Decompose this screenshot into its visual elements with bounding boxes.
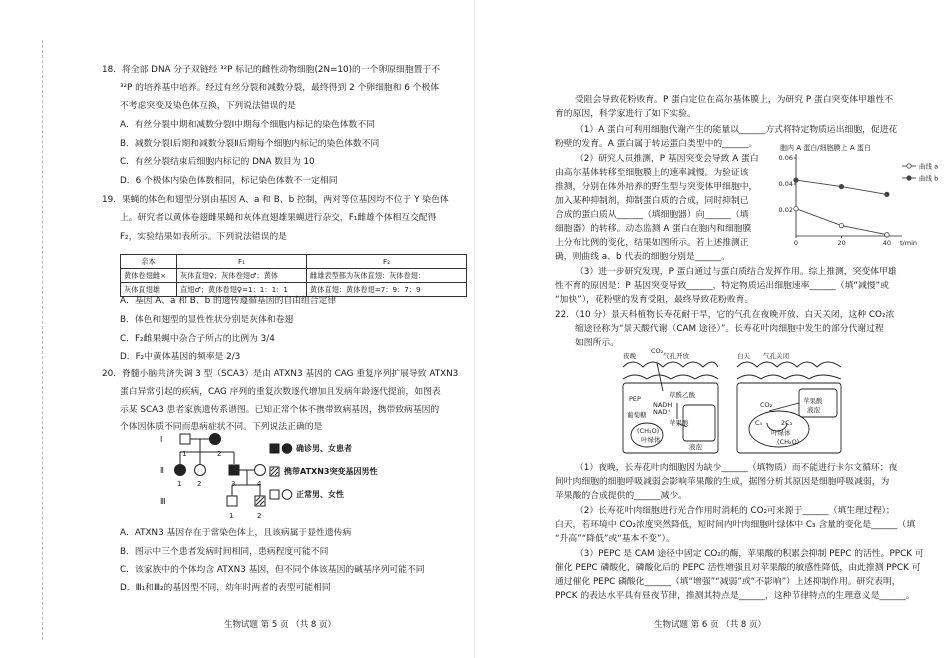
q20-option-c: C．该家族中的个体均含 ATXN3 基因，但不同个体该基因的碱基序列可能不同 (120, 565, 425, 575)
x-tick-label: 20 (837, 239, 846, 247)
ped-num: 4 (257, 480, 262, 488)
x-tick-label: 40 (882, 239, 892, 247)
q22-stem-1: 22．（10 分）景天科植物长寿花耐干旱，它的气孔在夜晚开放、白天关闭，这种 CO₂浓 (555, 310, 895, 320)
legend-affected-male (270, 444, 279, 453)
chart-title: 胞内 A 蛋白/细胞膜上 A 蛋白 (780, 144, 871, 152)
night-arrow-co2 (657, 363, 663, 391)
q19-option-c: C．F₂雌果蝇中杂合子所占的比例为 3/4 (120, 334, 275, 344)
cam-c5: C₅ (755, 419, 763, 427)
q22-p3-3: 通过催化 PEPC 磷酸化______（填“增强”“减弱”或“不影响”）上述抑制作用。研究表明， (555, 577, 901, 587)
gen-label-3: Ⅲ (160, 497, 166, 506)
data-point (885, 233, 889, 237)
pedigree-ii2-female (195, 465, 206, 476)
cam-ch2o-day: (CH₂O) (777, 438, 800, 446)
q18-option-a: A．有丝分裂中期和减数分裂Ⅰ中期每个细胞内标记的染色体数不同 (120, 120, 375, 130)
legend-affected: 确诊男、女患者 (296, 444, 352, 453)
table-cell: 黄体卷翅雌× (121, 269, 177, 283)
data-point (839, 184, 843, 188)
data-point (794, 207, 798, 211)
ped-num: 1 (229, 512, 234, 520)
pedigree-ii4-female (255, 465, 266, 476)
q21-p2-5: 合成的蛋白质从______（填细胞器）向______（填 (555, 210, 749, 220)
legend-affected-female (282, 444, 292, 454)
x-tick-label: 0 (793, 239, 799, 247)
ped-num: 2 (217, 450, 222, 458)
gen-label-1: Ⅰ (160, 435, 163, 444)
q19-option-a: A．基因 A、a 和 B、b 的遗传遵循基因的自由组合定律 (120, 296, 337, 306)
cam-c3: 2C₃ (781, 419, 793, 427)
cam-malate-night: 苹果酸 (669, 419, 689, 427)
cam-stoma-open: 气孔开放 (663, 352, 689, 360)
legend-entry: 曲线 b (919, 174, 939, 183)
q20-stem-1: 20．脊髓小脑共济失调 3 型（SCA3）是由 ATXN3 基因的 CAG 重复序列扩展导致 ATXN3 (102, 369, 459, 379)
q22-p1-1: （1）夜晚，长寿花叶肉细胞因为缺少______（填物质）而不能进行卡尔文循环；夜 (575, 463, 898, 473)
cam-ch2o-night: (CH₂O) (637, 427, 660, 435)
cam-co2-day: CO₂ (760, 401, 773, 409)
ped-num: 3 (231, 480, 236, 488)
legend-normal: 正常男、女性 (296, 490, 344, 499)
chart-svg (778, 138, 948, 250)
q22-p1-2: 间叶肉细胞的细胞呼吸减弱会影响苹果酸的生成，据图分析其原因是细胞呼吸减弱，为 (555, 477, 890, 487)
ped-num: 2 (197, 480, 202, 488)
q21-cont-2: 育的原因，科学家进行了如下实验。 (555, 109, 696, 119)
legend-normal-male (270, 490, 279, 499)
q21-p1-1: （1）A 蛋白可利用细胞代谢产生的能量以______方式将特定物质运出细胞，促进花 (575, 125, 898, 135)
q19-option-b: B．体色和翅型的显性性状分别是灰体和卷翅 (120, 315, 294, 325)
legend-carrier: 携带ATXN3突变基因男性 (284, 467, 378, 476)
table-cell: 雌雄表型都为灰体直翅：灰体卷翅： (307, 269, 467, 283)
pedigree-i1-male (180, 434, 190, 444)
cam-vacuole-day: 液泡 (807, 406, 820, 414)
q21-p2-7: 上分布比例的变化，结果如图所示。若上述推测正 (555, 238, 749, 248)
q20-stem-3: 示某 SCA3 患者家族遗传系谱图。已知正常个体不携带致病基因，携带致病基因的 (120, 405, 440, 415)
data-point (839, 223, 843, 227)
cam-nadh: NADH (653, 401, 673, 409)
q18-option-c: C．有丝分裂结束后细胞内标记的 DNA 数目为 10 (120, 157, 315, 167)
q20-stem-2: 蛋白异常引起的疾病，CAG 序列的重复次数逐代增加且发病年龄逐代提前，如图表 (120, 387, 441, 397)
q22-p3-4: PPCK 的表达水平具有昼夜节律，推测其特点是______，这种节律特点的生理意义是______。 (555, 591, 915, 601)
ped-num: 2 (257, 512, 262, 520)
q22-p2-1: （2）长寿花叶肉细胞进行光合作用时消耗的 CO₂可来源于______（填生理过程）； (575, 506, 895, 516)
q22-p1-3: 苹果酸的合成提供的______减少。 (555, 491, 687, 501)
cam-glucose: 葡萄糖 (627, 411, 647, 419)
q21-p2-2: 由高尔基体转移至细胞膜上的速率减慢。为验证该 (555, 168, 749, 178)
day-mesophyll (737, 375, 841, 379)
q21-p2-1: （2）研究人员推测，P 基因突变会导致 A 蛋白 (575, 154, 759, 164)
table-cell: 直翅♂；黄体卷翅♀=1：1：1：1 (177, 283, 307, 297)
ped-num: 1 (182, 450, 187, 458)
table-row (121, 269, 467, 283)
data-point (794, 178, 798, 182)
cam-oaa: 草酰乙酸 (669, 391, 695, 399)
page-6 (475, 0, 950, 658)
q21-p2-6: 细胞器）的转移。动态监测 A 蛋白在胞内和细胞膜 (555, 224, 752, 234)
q21-cont-1: 受阻会导致花粉败育。P 蛋白定位在高尔基体膜上，为研究 P 蛋白突变体甲雄性不 (575, 95, 894, 105)
q22-stem-2: 缩途径称为“景天酸代谢（CAM 途径）”。长寿花叶肉细胞中发生的部分代谢过程 (575, 324, 884, 334)
table-header: 亲本 (121, 255, 177, 269)
day-epidermis (737, 362, 841, 367)
q21-p3-2: 性不育的原因是：P 基因突变导致______，特定物质运出细胞速率______（填“减慢”或 (555, 281, 889, 291)
cam-vacuole-night: 液泡 (689, 443, 702, 451)
q21-p2-4: 加入某种抑制剂，抑制蛋白质的合成，同时抑制已 (555, 196, 749, 206)
q22-p2-2: 白天，若环境中 CO₂浓度突然降低，短时间内叶肉细胞叶绿体中 C₃ 含量的变化是______（填 (555, 520, 916, 530)
table-header: F₁ (177, 255, 307, 269)
pedigree-iii1-male (227, 496, 237, 506)
q22-p3-1: （3）PEPC 是 CAM 途径中固定 CO₂的酶，苹果酸的积累会抑制 PEPC 的活性。PPCK 可 (575, 549, 924, 559)
q21-p3-3: “加快”），花粉壁的发育受阻，最终导致花粉败育。 (555, 295, 754, 305)
cam-chloroplast-day: 叶绿体 (771, 429, 791, 437)
footer-page-5: 生物试题 第 5 页 （共 8 页） (223, 620, 337, 630)
q21-p2-8: 确，则曲线 a、b 代表的细胞分别是______。 (555, 252, 730, 262)
q18-option-b: B．减数分裂Ⅰ后期和减数分裂Ⅱ后期每个细胞内标记的染色体数不同 (120, 139, 380, 149)
data-point (885, 192, 889, 196)
cam-chloroplast-night: 叶绿体 (641, 436, 661, 444)
q18-stem-3: 不考虑突变及染色体互换，下列说法错误的是 (120, 101, 296, 111)
table-cell: 灰体直翅♀；灰体卷翅♂；黄体 (177, 269, 307, 283)
table-cell: 灰体直翅雄 (121, 283, 177, 297)
table-header: F₂ (307, 255, 467, 269)
q22-stem-3: 如图所示。 (575, 338, 619, 348)
ped-num: 1 (177, 480, 182, 488)
q19-table (120, 254, 467, 297)
q22-p3-2: 催化 PEPC 磷酸化，磷酸化后的 PEPC 活性增强且对苹果酸的敏感性降低，由此推测 PPCK 可 (555, 563, 921, 573)
y-tick-label: 0.04 (778, 180, 793, 188)
cam-co2-label: CO₂ (651, 347, 664, 355)
pedigree-ii3-male (229, 465, 239, 475)
cam-night-label: 夜晚 (623, 352, 636, 360)
cam-stoma-closed: 气孔关闭 (763, 352, 789, 360)
q21-p2-3: 推测，分别在体外培养的野生型与突变体甲细胞中， (555, 182, 758, 192)
pedigree-ii1-female (175, 465, 186, 476)
series-line-a (796, 209, 887, 235)
q18-stem-1: 18．将全部 DNA 分子双链经 ³²P 标记的雌性动物细胞(2N=10)的一个卵原细胞置于不 (102, 65, 441, 75)
q19-stem-2: 上。研究者以黄体卷翅雌果蝇和灰体直翅雄果蝇进行杂交，F₁雌雄个体相互交配得 (120, 213, 437, 223)
q20-option-d: D．Ⅲ₁和Ⅲ₂的基因型不同，幼年时两者的表型可能相同 (120, 583, 331, 593)
cam-svg (617, 345, 847, 455)
day-arrow-malate-co2 (769, 403, 799, 411)
cam-nad: NAD⁺ (653, 408, 671, 416)
q20-option-a: A．ATXN3 基因存在于常染色体上，且该病属于显性遗传病 (120, 528, 352, 538)
footer-page-6: 生物试题 第 6 页 （共 8 页） (653, 620, 767, 630)
q20-option-b: B．图示中三个患者发病时间相同，患病程度可能不同 (120, 547, 329, 557)
q22-p2-3: “升高”“降低”或“基本不变”）。 (555, 534, 675, 544)
q20-stem-4: 个体因体质不同而患病症状不同。下列说法正确的是 (120, 422, 323, 432)
q21-p1-2: 粉壁的发育。A 蛋白属于转运蛋白类型中的______。 (555, 139, 758, 149)
gen-label-2: Ⅱ (160, 466, 164, 475)
table-cell: 黄体直翅：黄体卷翅=7：9：7：9 (307, 283, 467, 297)
legend-marker (907, 176, 911, 180)
cam-malate-day: 苹果酸 (803, 397, 823, 405)
q18-stem-2: ³²P 的培养基中培养。经过有丝分裂和减数分裂，最终得到 2 个卵细胞和 6 个极体 (120, 83, 440, 93)
q19-stem-1: 19．果蝇的体色和翅型分别由基因 A、a 和 B、b 控制，两对等位基因均不位于 Y 染色体 (102, 195, 449, 205)
x-axis-label: t/min (900, 239, 917, 247)
q19-option-d: D．F₂中黄体基因的频率是 2/3 (120, 352, 241, 362)
table-header-row (121, 255, 467, 269)
q21-p3-1: （3）进一步研究发现，P 蛋白通过与蛋白质结合发挥作用。综上推测，突变体甲雄 (575, 267, 897, 277)
y-tick-label: 0.06 (778, 154, 793, 162)
night-mesophyll (623, 375, 718, 379)
legend-normal-female (282, 490, 292, 500)
cam-diagram (617, 345, 847, 455)
cam-day-label: 白天 (737, 352, 750, 360)
legend-marker (907, 164, 911, 168)
legend-entry: 曲线 a (919, 162, 939, 171)
y-tick-label: 0.02 (778, 206, 793, 214)
night-epidermis (623, 362, 718, 367)
q19-stem-3: F₂，实验结果如表所示。下列说法错误的是 (120, 232, 287, 242)
pedigree-i2-female (210, 434, 221, 445)
protein-ratio-chart (778, 138, 948, 250)
q18-option-d: D．6 个极体内染色体数相同，标记染色体数不一定相同 (120, 176, 338, 186)
pedigree-chart (160, 430, 460, 526)
cam-pep: PEP (629, 395, 641, 403)
